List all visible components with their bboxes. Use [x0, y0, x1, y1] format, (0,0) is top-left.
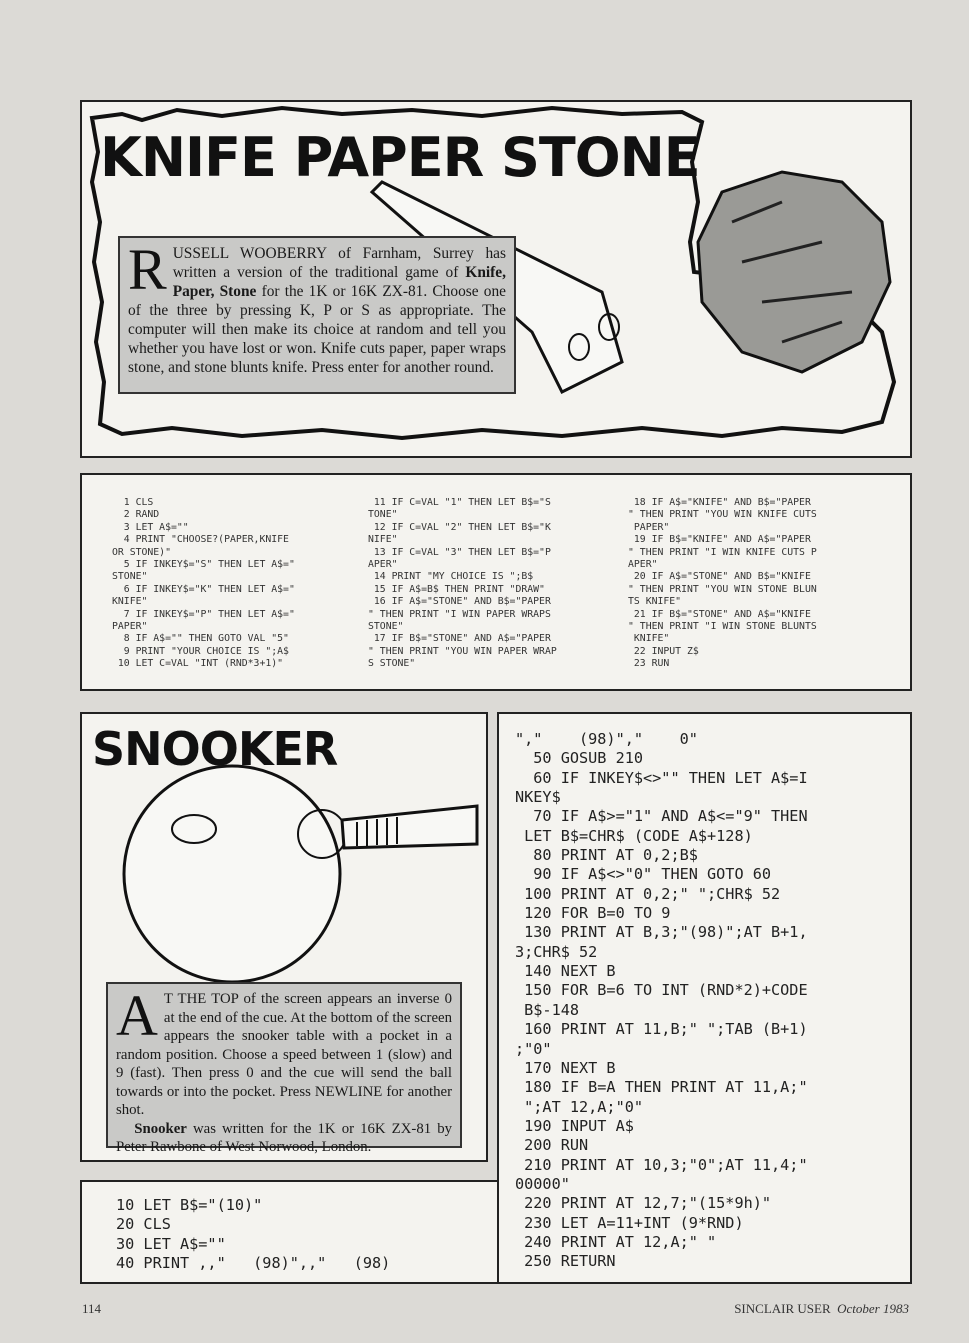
knife-paper-stone-listing: [80, 473, 912, 691]
cue-icon: [342, 806, 477, 848]
article-intro: [118, 236, 516, 394]
snooker-listing-lines-10-40: 10 LET B$="(10)" 20 CLS 30 LET A$="" 40 PRINT ,," (98)",," (98): [116, 1196, 391, 1273]
intro-text: USSELL WOOBERRY of Farnham, Surrey has written a version of the traditional game of: [172, 245, 506, 281]
issue-date: October 1983: [837, 1301, 909, 1316]
snooker-listing-lines-50-250: "," (98)"," 0" 50 GOSUB 210 60 IF INKEY$<>"" THEN LET A$=I NKEY$ 70 IF A$>="1" AND A$<="9" THEN LET B$=CHR$ (CODE A$+128) 80 PRINT AT 0,2;B$ 90 IF A$<>"0" THEN GOTO 60 100 PRINT AT 0,2;" ";CHR$ 52 120 FOR B=0 TO 9 130 PRINT AT B,3;"(98)";AT B+1, 3;CHR$ 52 140 NEXT B 150 FOR B=6 TO INT (RND*2)+CODE B$-148 160 PRINT AT 11,B;" ";TAB (B+1) ;"0" 170 NEXT B 180 IF B=A THEN PRINT AT 11,A;" ";AT 12,A;"0" 190 INPUT A$ 200 RUN 210 PRINT AT 10,3;"0";AT 11,4;" 00000" 220 PRINT AT 12,7;"(15*9h)" 230 LET A=11+INT (9*RND) 240 PRINT AT 12,A;" " 250 RETURN: [515, 730, 808, 1271]
page-title: KNIFE PAPER STONE: [100, 126, 700, 189]
listing-column-1: 1 CLS 2 RAND 3 LET A$="" 4 PRINT "CHOOSE?(PAPER,KNIFE OR STONE)" 5 IF INKEY$="S" THEN LET A$=" STONE" 6 IF INKEY$="K" THEN LET A$=" KNIFE" 7 IF INKEY$="P" THEN LET A$=" PAPER" 8 IF A$="" THEN GOTO VAL "5" 9 PRINT "YOUR CHOICE IS ";A$ 10 LET C=VAL "INT (RND*3+1)": [112, 497, 295, 670]
snooker-ball-icon: [124, 766, 340, 982]
magazine-footer: [734, 1301, 909, 1317]
snooker-intro-text: T THE TOP of the screen appears an inverse 0 at the end of the cue. At the bottom of the screen appears the snooker table with a pocket in a random position. Choose a speed between 1 (slow) and 9 (fast). Then press 0 and the cue will send the ball towards or into the pocket. Press NEWLINE for another shot.: [116, 991, 452, 1118]
intro-text-continued: for the 1K or 16K ZX-81. Choose one of the three by pressing K, P or S as appropriate. The computer will then make its choice at random and tell you whether you have lost or won. Knife cuts paper, paper wraps stone, and stone blunts knife. Press enter for another round.: [128, 283, 506, 376]
listing-column-3: 18 IF A$="KNIFE" AND B$="PAPER " THEN PRINT "YOU WIN KNIFE CUTS PAPER" 19 IF B$="KNIFE" AND A$="PAPER " THEN PRINT "I WIN KNIFE CUTS P APER" 20 IF A$="STONE" AND B$="KNIFE " THEN PRINT "YOU WIN STONE BLUN TS KNIFE" 21 IF B$="STONE" AND A$="KNIFE " THEN PRINT "I WIN STONE BLUNTS KNIFE" 22 INPUT Z$ 23 RUN: [628, 497, 817, 670]
snooker-credit-text: was written for the 1K or 16K ZX-81 by Peter Rawbone of West Norwood, London.: [116, 1120, 452, 1155]
page-number: 114: [82, 1301, 102, 1316]
snooker-title: SNOOKER: [92, 722, 338, 776]
snooker-listing-start: [80, 1180, 500, 1284]
snooker-listing-continued: [497, 712, 912, 1284]
snooker-credit-title: Snooker: [134, 1120, 187, 1137]
drop-cap: A: [116, 983, 158, 1048]
game-name: Knife, Paper, Stone: [172, 264, 506, 300]
magazine-name: SINCLAIR USER: [734, 1301, 831, 1316]
knife-paper-stone-article: [80, 100, 912, 458]
listing-column-2: 11 IF C=VAL "1" THEN LET B$="S TONE" 12 IF C=VAL "2" THEN LET B$="K NIFE" 13 IF C=VAL "3" THEN LET B$="P APER" 14 PRINT "MY CHOICE IS ";B$ 15 IF A$=B$ THEN PRINT "DRAW" 16 IF A$="STONE" AND B$="PAPER " THEN PRINT "I WIN PAPER WRAPS STONE" 17 IF B$="STONE" AND A$="PAPER " THEN PRINT "YOU WIN PAPER WRAP S STONE": [368, 497, 557, 670]
snooker-article: [80, 712, 488, 1162]
drop-cap: R: [128, 237, 167, 302]
snooker-intro: [106, 982, 462, 1155]
stone-icon: [698, 172, 890, 372]
